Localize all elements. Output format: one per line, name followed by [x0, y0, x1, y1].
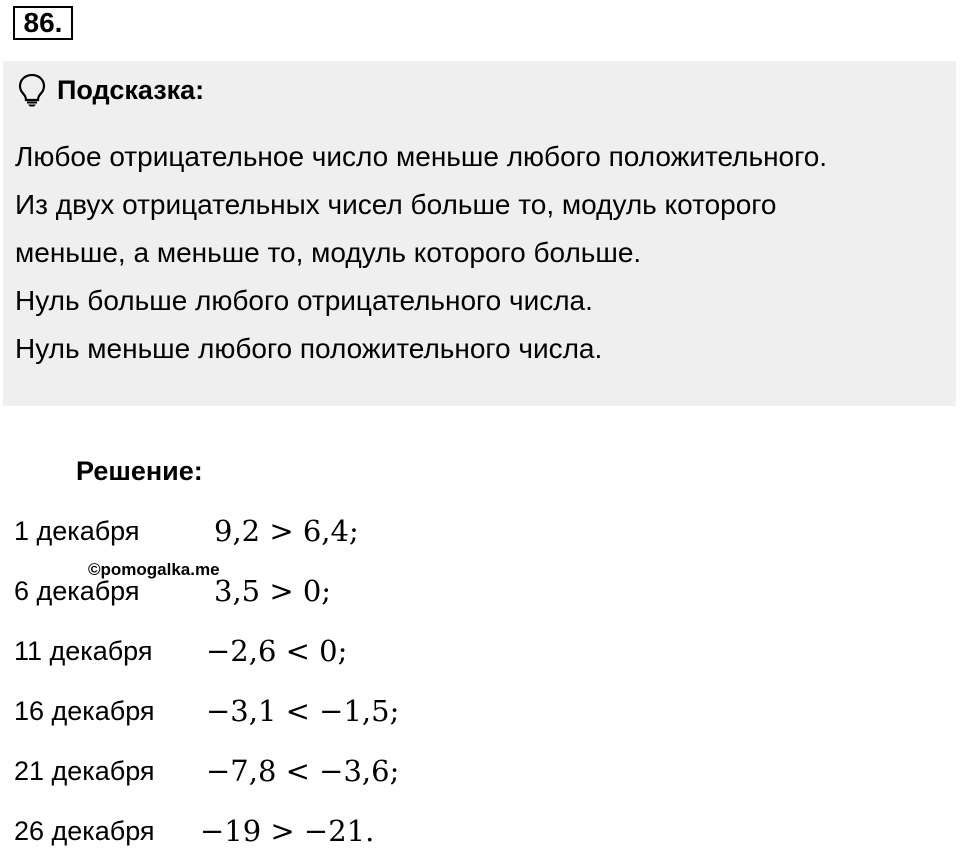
hint-header: [17, 73, 204, 107]
row-expression: −19 > −21.: [200, 814, 375, 848]
hint-line: Нуль больше любого отрицательного числа.: [15, 285, 593, 316]
row-expression: −7,8 < −3,6;: [206, 754, 400, 788]
hint-line: Любое отрицательное число меньше любого положительного.: [15, 141, 828, 172]
row-date: 6 декабря: [14, 576, 140, 606]
hint-title: Подсказка:: [57, 74, 205, 105]
row-date: 1 декабря: [14, 516, 140, 546]
row-date: 21 декабря: [14, 756, 155, 786]
hint-text: [15, 133, 827, 373]
row-expression: 3,5 > 0;: [214, 574, 332, 608]
hint-line: меньше, а меньше то, модуль которого больше.: [15, 237, 642, 268]
row-date: 16 декабря: [14, 696, 155, 726]
row-expression: −2,6 < 0;: [206, 634, 348, 668]
solution-title: Решение:: [76, 456, 203, 486]
hint-line: Из двух отрицательных чисел больше то, модуль которого: [15, 189, 777, 220]
task-number: 86.: [13, 6, 73, 40]
hint-box: [3, 61, 956, 406]
row-date: 11 декабря: [14, 636, 153, 666]
row-expression: 9,2 > 6,4;: [214, 514, 359, 548]
hint-line: Нуль меньше любого положительного числа.: [15, 333, 603, 364]
watermark: ©pomogalka.me: [88, 560, 220, 579]
row-expression: −3,1 < −1,5;: [206, 694, 400, 728]
lightbulb-icon: [17, 73, 47, 107]
row-date: 26 декабря: [14, 816, 155, 846]
